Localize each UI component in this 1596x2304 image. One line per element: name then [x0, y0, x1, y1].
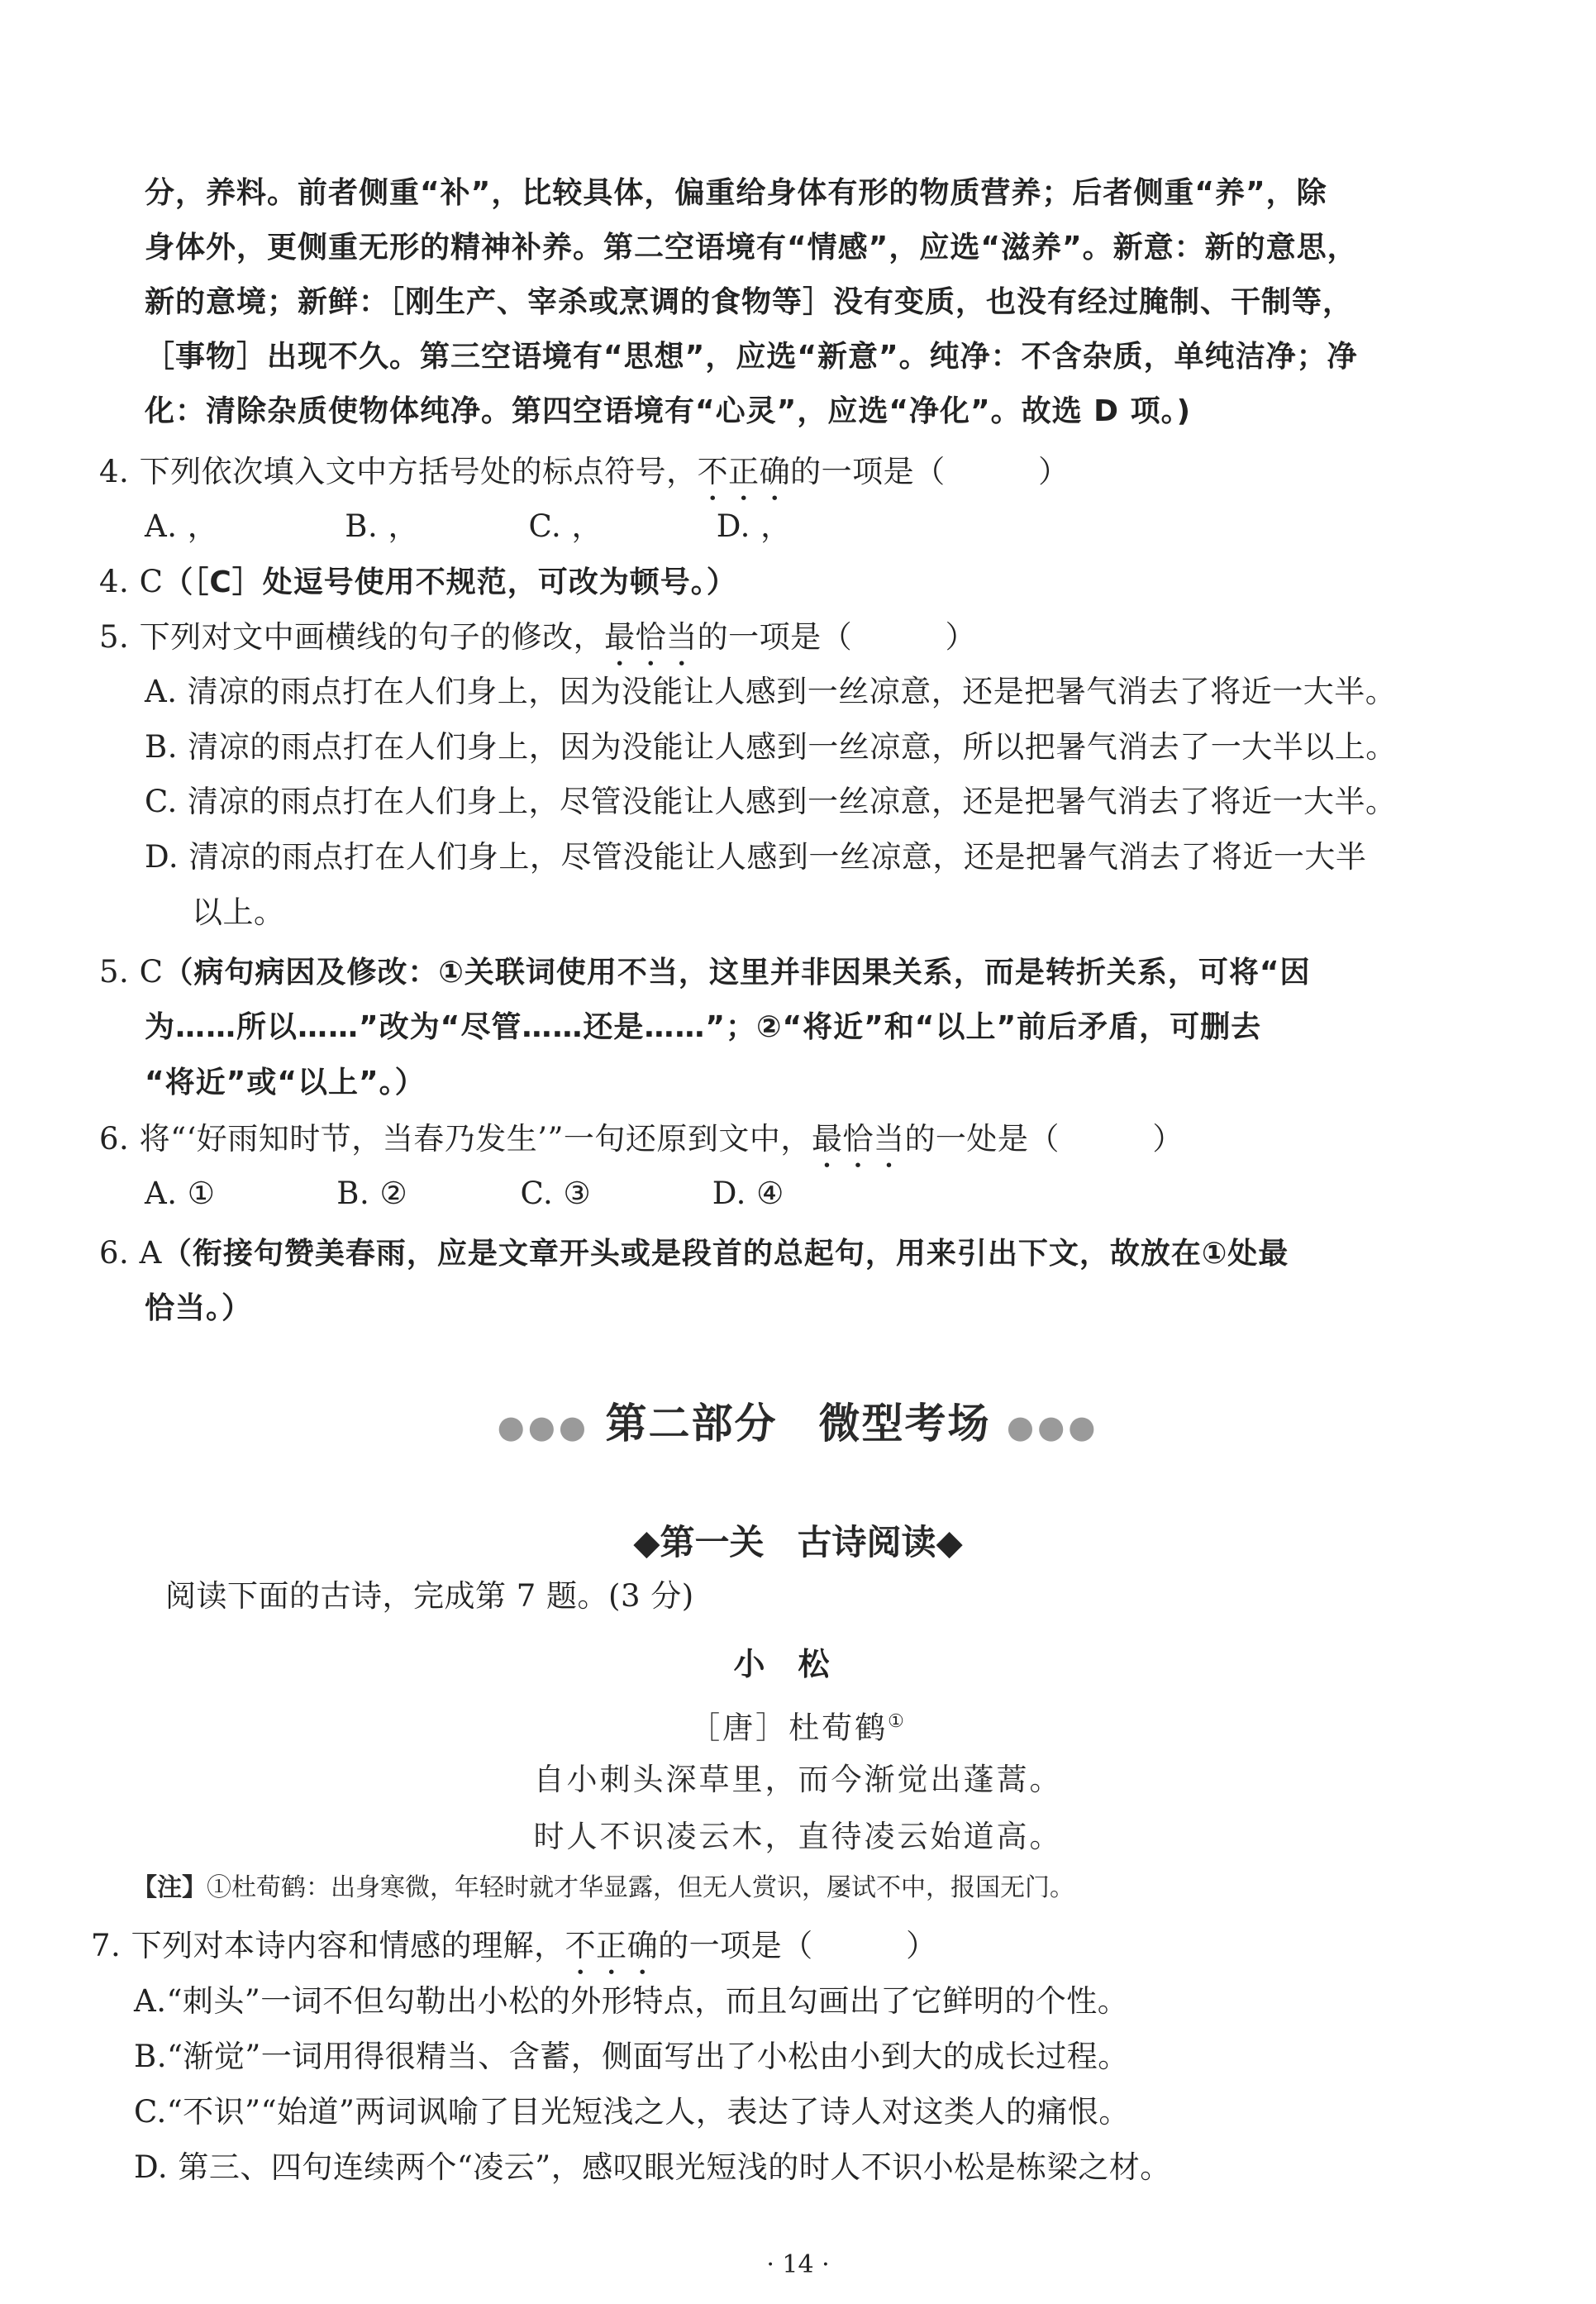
question-stem-text: 的一项是（ ） — [790, 454, 1070, 489]
section-name: 微型考场 — [818, 1399, 991, 1448]
decorative-dots-right: ●●● — [1006, 1408, 1099, 1445]
question-stem-text: 的一项是（ ） — [658, 1928, 937, 1963]
answer-explanation: （病句病因及修改：①关联词使用不当，这里并非因果关系，而是转折关系，可将“因 — [163, 956, 1311, 990]
subsection-level: ◆第一关 — [633, 1522, 765, 1562]
option-a: A. ， — [145, 508, 219, 544]
question-number: 5. — [99, 619, 130, 655]
emphasis-text: 最恰当 — [604, 619, 698, 655]
answer-number: 6. — [99, 1235, 130, 1271]
page-number: · 14 · — [766, 2250, 830, 2279]
question-5-option-c: C. 清凉的雨点打在人们身上，尽管没能让人感到一丝凉意，还是把暑气消去了将近一大半。 — [145, 784, 1397, 819]
question-number: 6. — [99, 1121, 130, 1157]
question-stem-text: 的一项是（ ） — [697, 619, 977, 655]
explanation-line-1: 分，养料。前者侧重“补”，比较具体，偏重给身体有形的物质营养；后者侧重“养”，除 — [145, 176, 1327, 210]
subsection-name: 古诗阅读◆ — [797, 1522, 963, 1562]
poem-footnote — [132, 1870, 1074, 1906]
question-6-answer-line-1 — [99, 1232, 1289, 1276]
explanation-line-4: ［事物］出现不久。第三空语境有“思想”，应选“新意”。纯净：不含杂质，单纯洁净；净 — [145, 340, 1358, 374]
answer-number: 5. — [99, 954, 130, 990]
answer-letter: C — [139, 954, 164, 990]
question-stem-text: 下列依次填入文中方括号处的标点符号， — [139, 454, 698, 489]
section-part-label: 第二部分 — [605, 1399, 778, 1448]
reading-instruction: 阅读下面的古诗，完成第 7 题。(3 分) — [165, 1578, 694, 1614]
option-b: B. ② — [336, 1176, 408, 1211]
question-stem-text: 的一处是（ ） — [904, 1121, 1184, 1157]
question-number: 7. — [91, 1928, 121, 1963]
emphasis-text: 不正确 — [697, 454, 791, 489]
option-d: D. ， — [716, 508, 792, 544]
question-5-answer-line-1 — [99, 951, 1311, 995]
question-7-stem — [91, 1925, 937, 1982]
emphasis-text: 最恰当 — [811, 1121, 905, 1157]
answer-explanation: （衔接句赞美春雨，应是文章开头或是段首的总起句，用来引出下文，故放在①处最 — [161, 1237, 1289, 1271]
explanation-line-3: 新的意境；新鲜：［刚生产、宰杀或烹调的食物等］没有变质，也没有经过腌制、干制等， — [145, 285, 1354, 319]
author-name: ［唐］杜荀鹤 — [689, 1710, 889, 1746]
question-5-answer-line-3: “将近”或“以上”。） — [145, 1066, 426, 1100]
explanation-line-2: 身体外，更侧重无形的精神补养。第二空语境有“情感”，应选“滋养”。新意：新的意思， — [145, 231, 1358, 265]
option-c: C. ③ — [520, 1176, 592, 1211]
explanation-line-5: 化：清除杂质使物体纯净。第四空语境有“心灵”，应选“净化”。故选 D 项。) — [145, 394, 1192, 428]
note-label: 【注】 — [132, 1873, 207, 1902]
question-7-option-d: D. 第三、四句连续两个“凌云”，感叹眼光短浅的时人不识小松是栋梁之材。 — [134, 2149, 1171, 2185]
question-7-option-a: A.“刺头”一词不但勾勒出小松的外形特点，而且勾画出了它鲜明的个性。 — [134, 1983, 1129, 2019]
question-5-stem — [99, 616, 976, 673]
question-5-option-d-continued: 以上。 — [192, 894, 285, 930]
poem-author — [0, 1701, 1596, 1749]
answer-explanation: （［C］处逗号使用不规范，可改为顿号。） — [163, 565, 737, 599]
poem-line-1: 自小刺头深草里，而今渐觉出蓬蒿。 — [533, 1762, 1063, 1797]
question-stem-text: 下列对文中画横线的句子的修改， — [139, 619, 605, 655]
option-c: C. ， — [528, 508, 603, 544]
answer-number: 4. — [99, 564, 130, 599]
poem-title: 小松 — [733, 1646, 863, 1682]
question-6-options — [145, 1172, 784, 1215]
option-d: D. ④ — [712, 1176, 784, 1211]
emphasis-text: 不正确 — [565, 1928, 659, 1963]
question-stem-text: 将“‘好雨知时节，当春乃发生’”一句还原到文中， — [139, 1121, 812, 1157]
note-text: ①杜荀鹤：出身寒微，年轻时就才华显露，但无人赏识，屡试不中，报国无门。 — [207, 1873, 1074, 1902]
subsection-heading — [0, 1519, 1596, 1566]
question-7-option-b: B.“渐觉”一词用得很精当、含蓄，侧面写出了小松由小到大的成长过程。 — [134, 2039, 1129, 2074]
answer-letter: A — [139, 1235, 162, 1271]
footnote-mark: ① — [888, 1711, 907, 1732]
section-heading — [0, 1397, 1596, 1453]
question-stem-text: 下列对本诗内容和情感的理解， — [131, 1928, 565, 1963]
question-6-answer-line-2: 恰当。） — [145, 1291, 253, 1325]
answer-letter: C — [139, 564, 164, 599]
question-number: 4. — [99, 454, 130, 489]
question-4-answer — [99, 560, 737, 604]
question-5-answer-line-2: 为……所以……”改为“尽管……还是……”；②“将近”和“以上”前后矛盾，可删去 — [145, 1010, 1262, 1044]
option-b: B. ， — [345, 508, 419, 544]
question-5-option-a: A. 清凉的雨点打在人们身上，因为没能让人感到一丝凉意，还是把暑气消去了将近一大半。 — [145, 674, 1397, 709]
question-4-options — [145, 505, 792, 548]
question-6-stem — [99, 1118, 1184, 1175]
decorative-dots-left: ●●● — [497, 1408, 590, 1445]
question-4-stem — [99, 451, 1070, 508]
option-a: A. ① — [145, 1176, 216, 1211]
question-5-option-b: B. 清凉的雨点打在人们身上，因为没能让人感到一丝凉意，所以把暑气消去了一大半以上。 — [145, 729, 1397, 765]
poem-line-2: 时人不识凌云木，直待凌云始道高。 — [533, 1819, 1063, 1854]
question-5-option-d: D. 清凉的雨点打在人们身上，尽管没能让人感到一丝凉意，还是把暑气消去了将近一大半 — [145, 839, 1367, 875]
question-7-option-c: C.“不识”“始道”两词讽喻了目光短浅之人，表达了诗人对这类人的痛恨。 — [134, 2094, 1130, 2130]
